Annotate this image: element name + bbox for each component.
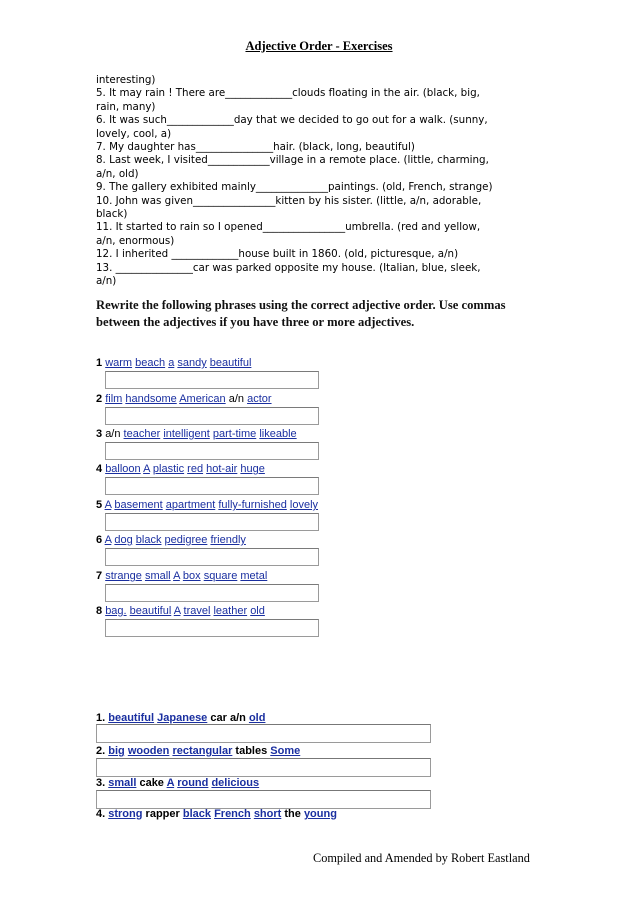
sentence-line: 10. John was given________________kitten by his sister. (little, a/n, adorable, [96,194,482,207]
word-chip[interactable]: square [203,570,238,582]
word-chip[interactable]: the [284,808,301,820]
sentence-line: 9. The gallery exhibited mainly______________paintings. (old, French, strange) [96,181,493,194]
word-chip[interactable]: balloon [105,463,141,475]
answer-input-b-1[interactable] [96,724,431,743]
word-chip[interactable]: delicious [211,777,260,789]
word-chip[interactable]: black [182,808,211,820]
exercise-7: 7 strange small A box square metal [96,570,268,582]
word-chip[interactable]: friendly [210,534,246,546]
word-chip[interactable]: black [135,534,162,546]
word-chip[interactable]: rapper [145,808,180,820]
exercise-5: 5 A basement apartment fully-furnished lovely [96,499,319,511]
word-chip[interactable]: A [104,534,112,546]
word-chip[interactable]: tables [235,745,268,757]
word-chip[interactable]: intelligent [163,428,210,440]
word-chip[interactable]: A [143,463,150,475]
word-chip[interactable]: old [248,712,266,724]
sentence-line: 13. _______________car was parked opposite my house. (Italian, blue, sleek, [96,261,481,274]
word-chip[interactable]: car [210,712,227,724]
word-chip[interactable]: A [104,499,112,511]
word-chip[interactable]: bag. [105,605,127,617]
sentence-line: 8. Last week, I visited____________village in a remote place. (little, charming, [96,154,489,167]
answer-input-7[interactable] [105,584,319,602]
sentence-line: a/n) [96,275,117,288]
word-chip[interactable]: beautiful [209,357,252,369]
sentence-line: black) [96,208,128,221]
answer-input-b-3[interactable] [96,790,431,809]
word-chip[interactable]: likeable [259,428,297,440]
exercise-3: 3 a/n teacher intelligent part-time likeable [96,428,297,440]
word-chip[interactable]: beautiful [129,605,172,617]
word-chip[interactable]: Japanese [157,712,208,724]
word-chip[interactable]: basement [114,499,163,511]
exercise-b-2: 2. big wooden rectangular tables Some [96,745,301,757]
exercise-2: 2 film handsome American a/n actor [96,393,272,405]
answer-input-3[interactable] [105,442,319,460]
exercise-b-1: 1. beautiful Japanese car a/n old [96,712,266,724]
sentence-line: 11. It started to rain so I opened________________umbrella. (red and yellow, [96,221,481,234]
word-chip[interactable]: teacher [123,428,161,440]
word-chip[interactable]: a/n [229,712,246,724]
word-chip[interactable]: small [144,570,171,582]
word-chip[interactable]: wooden [127,745,170,757]
word-chip[interactable]: beach [135,357,166,369]
word-chip[interactable]: a/n [228,393,245,405]
word-chip[interactable]: red [187,463,204,475]
answer-input-5[interactable] [105,513,319,531]
word-chip[interactable]: box [182,570,201,582]
word-chip[interactable]: part-time [212,428,257,440]
answer-input-6[interactable] [105,548,319,566]
instruction-line: between the adjectives if you have three or more adjectives. [96,315,415,329]
word-chip[interactable]: sandy [177,357,207,369]
exercise-8: 8 bag. beautiful A travel leather old [96,605,265,617]
instructions [96,297,541,331]
word-chip[interactable]: metal [240,570,268,582]
word-chip[interactable]: hot-air [206,463,238,475]
sentence-line: 7. My daughter has_______________hair. (black, long, beautiful) [96,141,415,154]
word-chip[interactable]: plastic [152,463,185,475]
sentence-line: 5. It may rain ! There are_____________clouds floating in the air. (black, big, [96,87,480,100]
answer-input-4[interactable] [105,477,319,495]
exercise-b-4: 4. strong rapper black French short the young [96,808,337,820]
word-chip[interactable]: cake [139,777,164,789]
word-chip[interactable]: A [173,570,180,582]
word-chip[interactable]: beautiful [108,712,155,724]
word-chip[interactable]: dog [114,534,133,546]
word-chip[interactable]: French [214,808,251,820]
exercise-4: 4 balloon A plastic red hot-air huge [96,463,265,475]
word-chip[interactable]: short [253,808,282,820]
word-chip[interactable]: strange [105,570,142,582]
exercise-6: 6 A dog black pedigree friendly [96,534,246,546]
word-chip[interactable]: leather [213,605,248,617]
answer-input-b-2[interactable] [96,758,431,777]
word-chip[interactable]: strong [108,808,143,820]
word-chip[interactable]: film [105,393,123,405]
word-chip[interactable]: American [179,393,226,405]
word-chip[interactable]: big [108,745,125,757]
footer-credit: Compiled and Amended by Robert Eastland [313,851,530,865]
word-chip[interactable]: handsome [125,393,177,405]
word-chip[interactable]: A [166,777,175,789]
word-chip[interactable]: rectangular [172,745,233,757]
sentence-line: a/n, old) [96,167,139,180]
word-chip[interactable]: a/n [105,428,121,440]
word-chip[interactable]: fully-furnished [218,499,287,511]
word-chip[interactable]: old [250,605,265,617]
sentence-line: 12. I inherited _____________house built in 1860. (old, picturesque, a/n) [96,248,459,261]
word-chip[interactable]: A [173,605,181,617]
word-chip[interactable]: young [303,808,337,820]
answer-input-2[interactable] [105,407,319,425]
sentence-line: a/n, enormous) [96,234,175,247]
sentence-line: lovely, cool, a) [96,127,172,140]
word-chip[interactable]: Some [270,745,301,757]
exercise-sentences [96,74,541,289]
exercise-b-3: 3. small cake A round delicious [96,777,260,789]
page-title: Adjective Order - Exercises [245,39,393,53]
word-chip[interactable]: small [108,777,137,789]
exercise-1: 1 warm beach a sandy beautiful [96,357,252,369]
answer-input-8[interactable] [105,619,319,637]
sentence-line: interesting) [96,74,156,86]
word-chip[interactable]: pedigree [164,534,208,546]
word-chip[interactable]: round [177,777,209,789]
word-chip[interactable]: travel [183,605,211,617]
word-chip[interactable]: warm [105,357,133,369]
word-chip[interactable]: a [168,357,175,369]
answer-input-1[interactable] [105,371,319,389]
sentence-line: rain, many) [96,100,156,113]
word-chip[interactable]: apartment [165,499,216,511]
word-chip[interactable]: actor [247,393,272,405]
word-chip[interactable]: lovely [289,499,319,511]
instruction-line: Rewrite the following phrases using the correct adjective order. Use commas [96,298,506,312]
word-chip[interactable]: huge [240,463,265,475]
sentence-line: 6. It was such_____________day that we decided to go out for a walk. (sunny, [96,114,488,127]
